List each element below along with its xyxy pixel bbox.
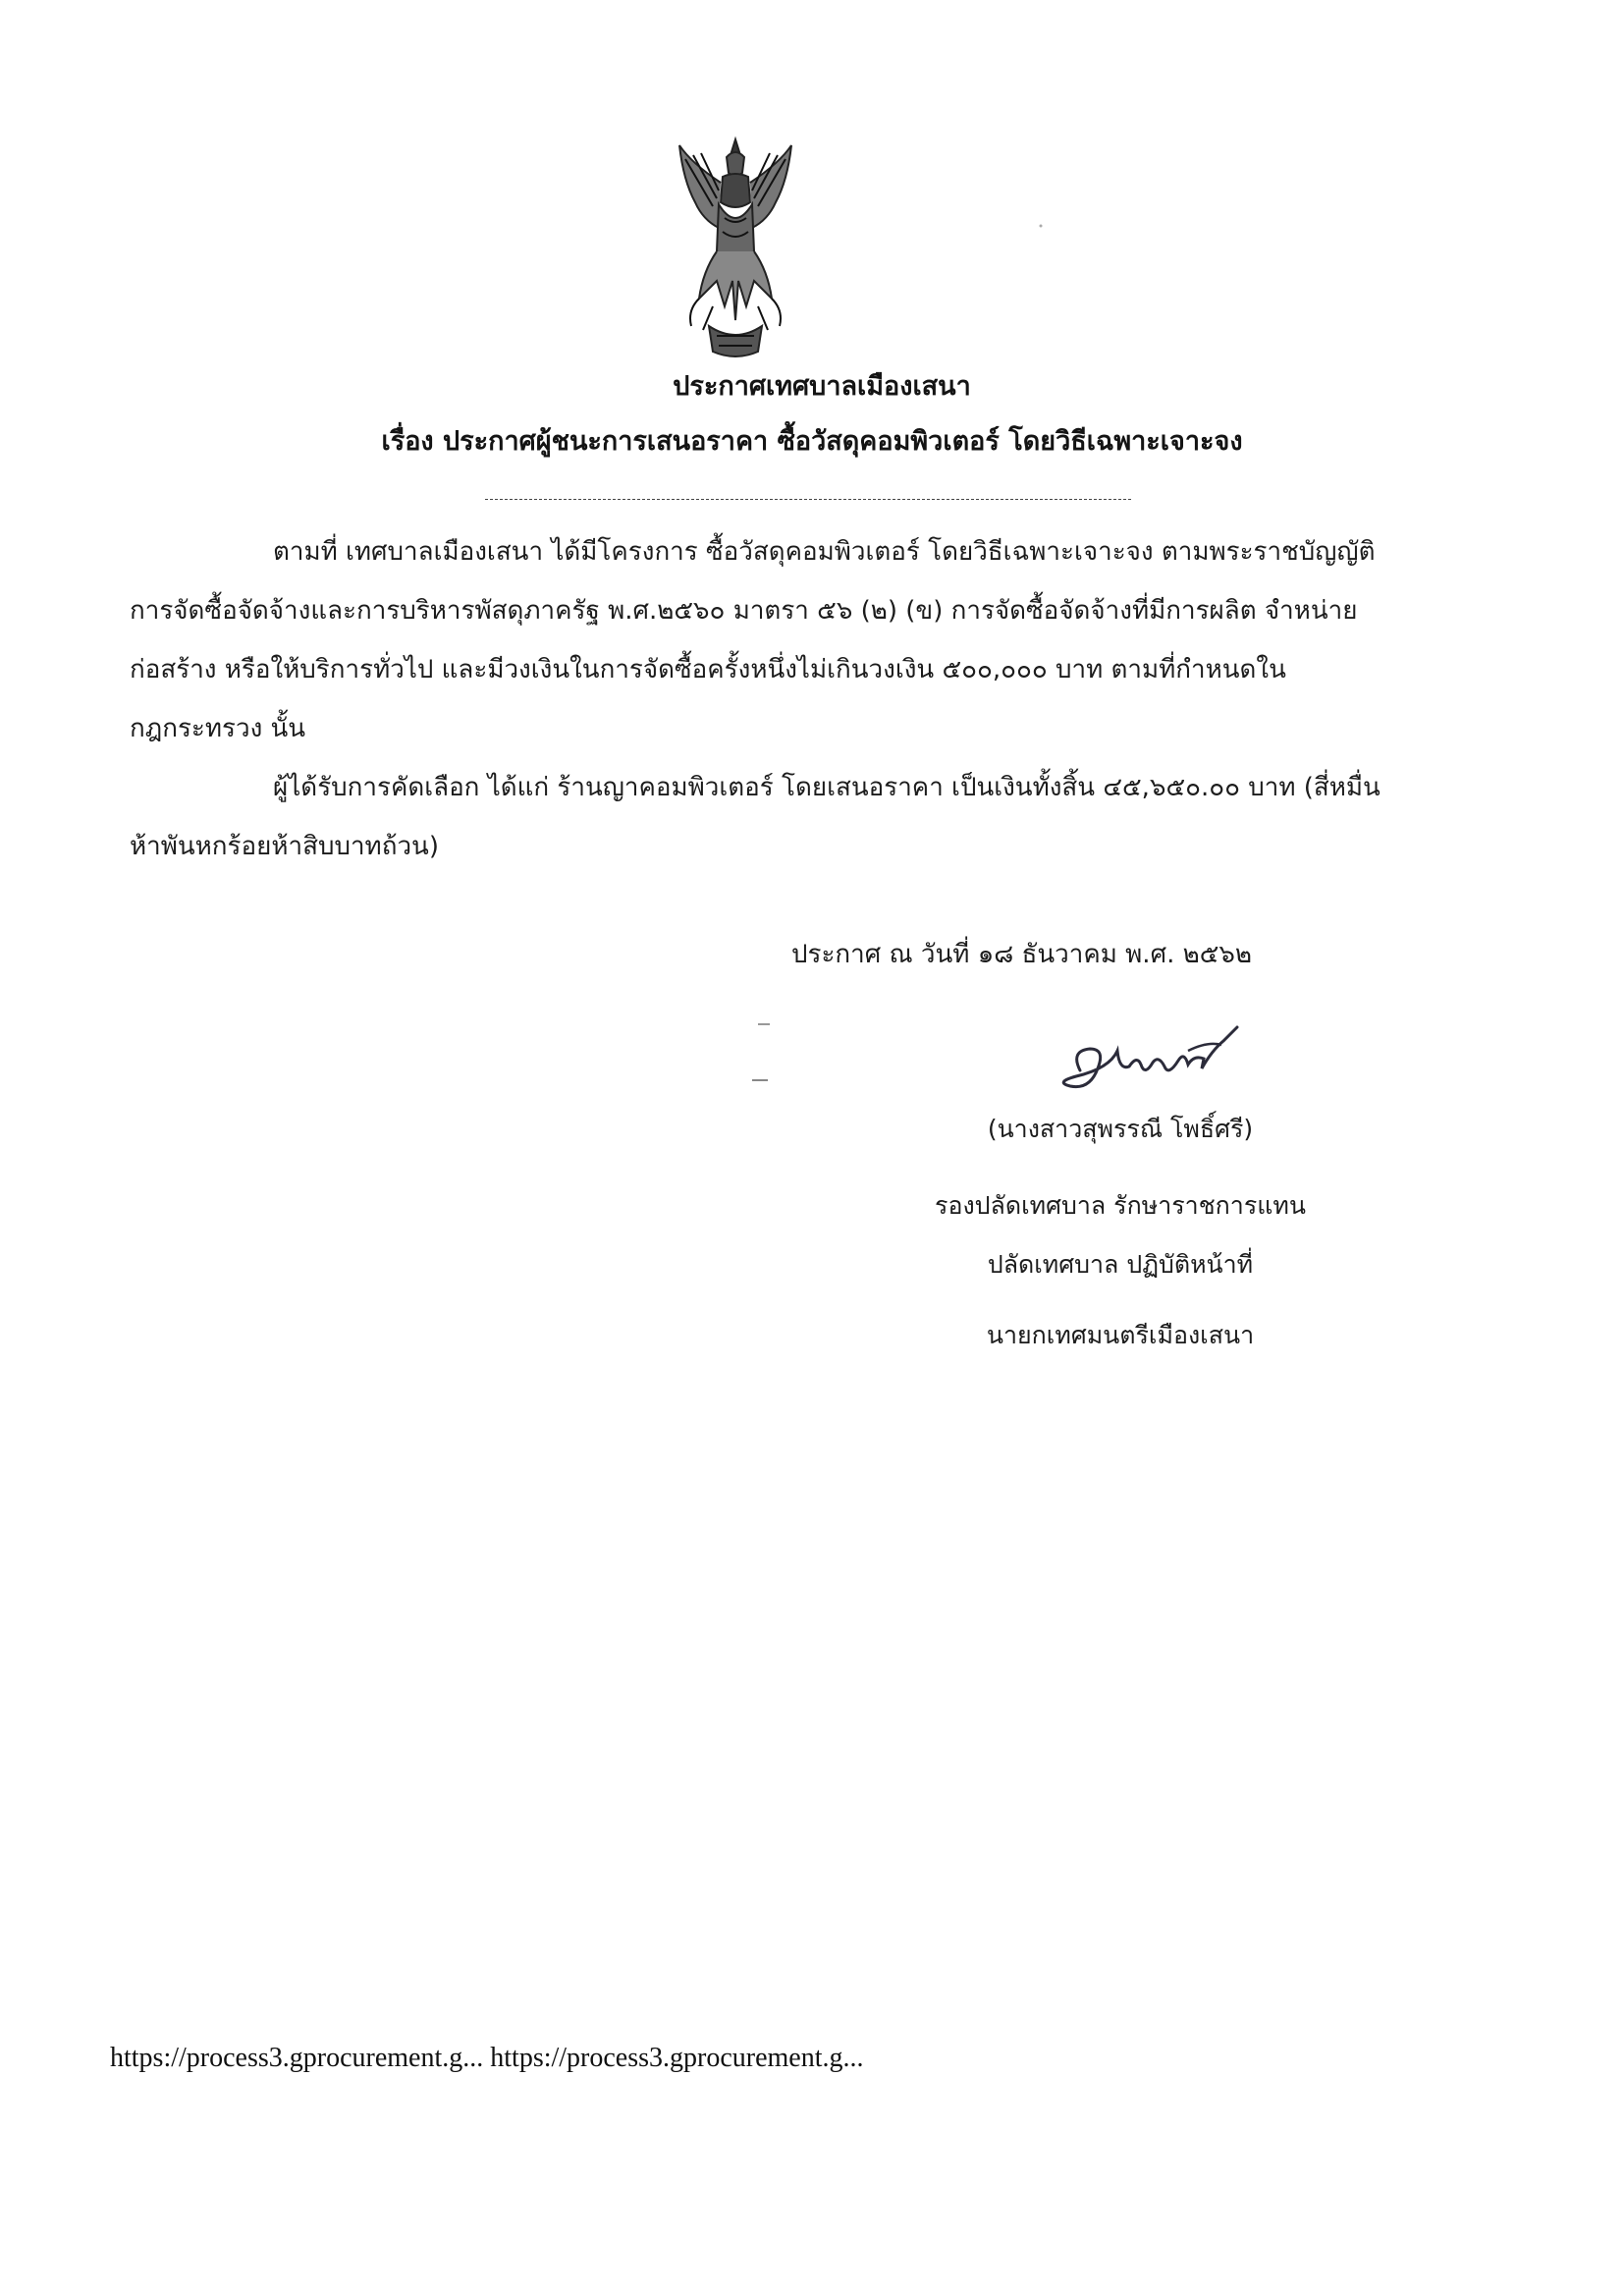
signatory-position-3: นายกเทศมนตรีเมืองเสนา — [986, 1321, 1255, 1349]
announcement-subject: เรื่อง ประกาศผู้ชนะการเสนอราคา ซื้อวัสดุคอมพิวเตอร์ โดยวิธีเฉพาะเจาะจง — [381, 426, 1243, 457]
signatory-name: (นางสาวสุพรรณี โพธิ์ศรี) — [987, 1115, 1254, 1143]
footer-urls: https://process3.gprocurement.g... https://process3.gprocurement.g... — [110, 2043, 864, 2073]
announcement-date: ประกาศ ณ วันที่ ๑๘ ธันวาคม พ.ศ. ๒๕๖๒ — [791, 940, 1253, 969]
paragraph-1-line-3: ก่อสร้าง หรือให้บริการทั่วไป และมีวงเงินในการจัดซื้อครั้งหนึ่งไม่เกินวงเงิน ๕๐๐,๐๐๐ บาท ตามที่กำหนดใน — [130, 655, 1286, 684]
paragraph-1-line-4: กฎกระทรวง นั้น — [130, 714, 306, 743]
paragraph-1-line-2: การจัดซื้อจัดจ้างและการบริหารพัสดุภาครัฐ พ.ศ.๒๕๖๐ มาตรา ๕๖ (๒) (ข) การจัดซื้อจัดจ้างที่มีการผลิต จำหน่าย — [130, 596, 1358, 626]
handwritten-signature-icon — [1041, 1011, 1257, 1110]
announcement-title: ประกาศเทศบาลเมืองเสนา — [673, 371, 971, 402]
signatory-position-1: รองปลัดเทศบาล รักษาราชการแทน — [935, 1191, 1306, 1220]
divider — [485, 499, 1131, 500]
signatory-position-2: ปลัดเทศบาล ปฏิบัติหน้าที่ — [987, 1250, 1254, 1279]
paragraph-2-line-1: ผู้ได้รับการคัดเลือก ได้แก่ ร้านญาคอมพิวเตอร์ โดยเสนอราคา เป็นเงินทั้งสิ้น ๔๕,๖๕๐.๐๐ บาท (สี่หมื่น — [273, 773, 1380, 802]
paragraph-2-line-2: ห้าพันหกร้อยห้าสิบบาทถ้วน) — [130, 832, 439, 861]
paragraph-1-line-1: ตามที่ เทศบาลเมืองเสนา ได้มีโครงการ ซื้อวัสดุคอมพิวเตอร์ โดยวิธีเฉพาะเจาะจง ตามพระราชบัญญัติ — [273, 537, 1376, 567]
garuda-emblem-icon — [674, 134, 797, 361]
